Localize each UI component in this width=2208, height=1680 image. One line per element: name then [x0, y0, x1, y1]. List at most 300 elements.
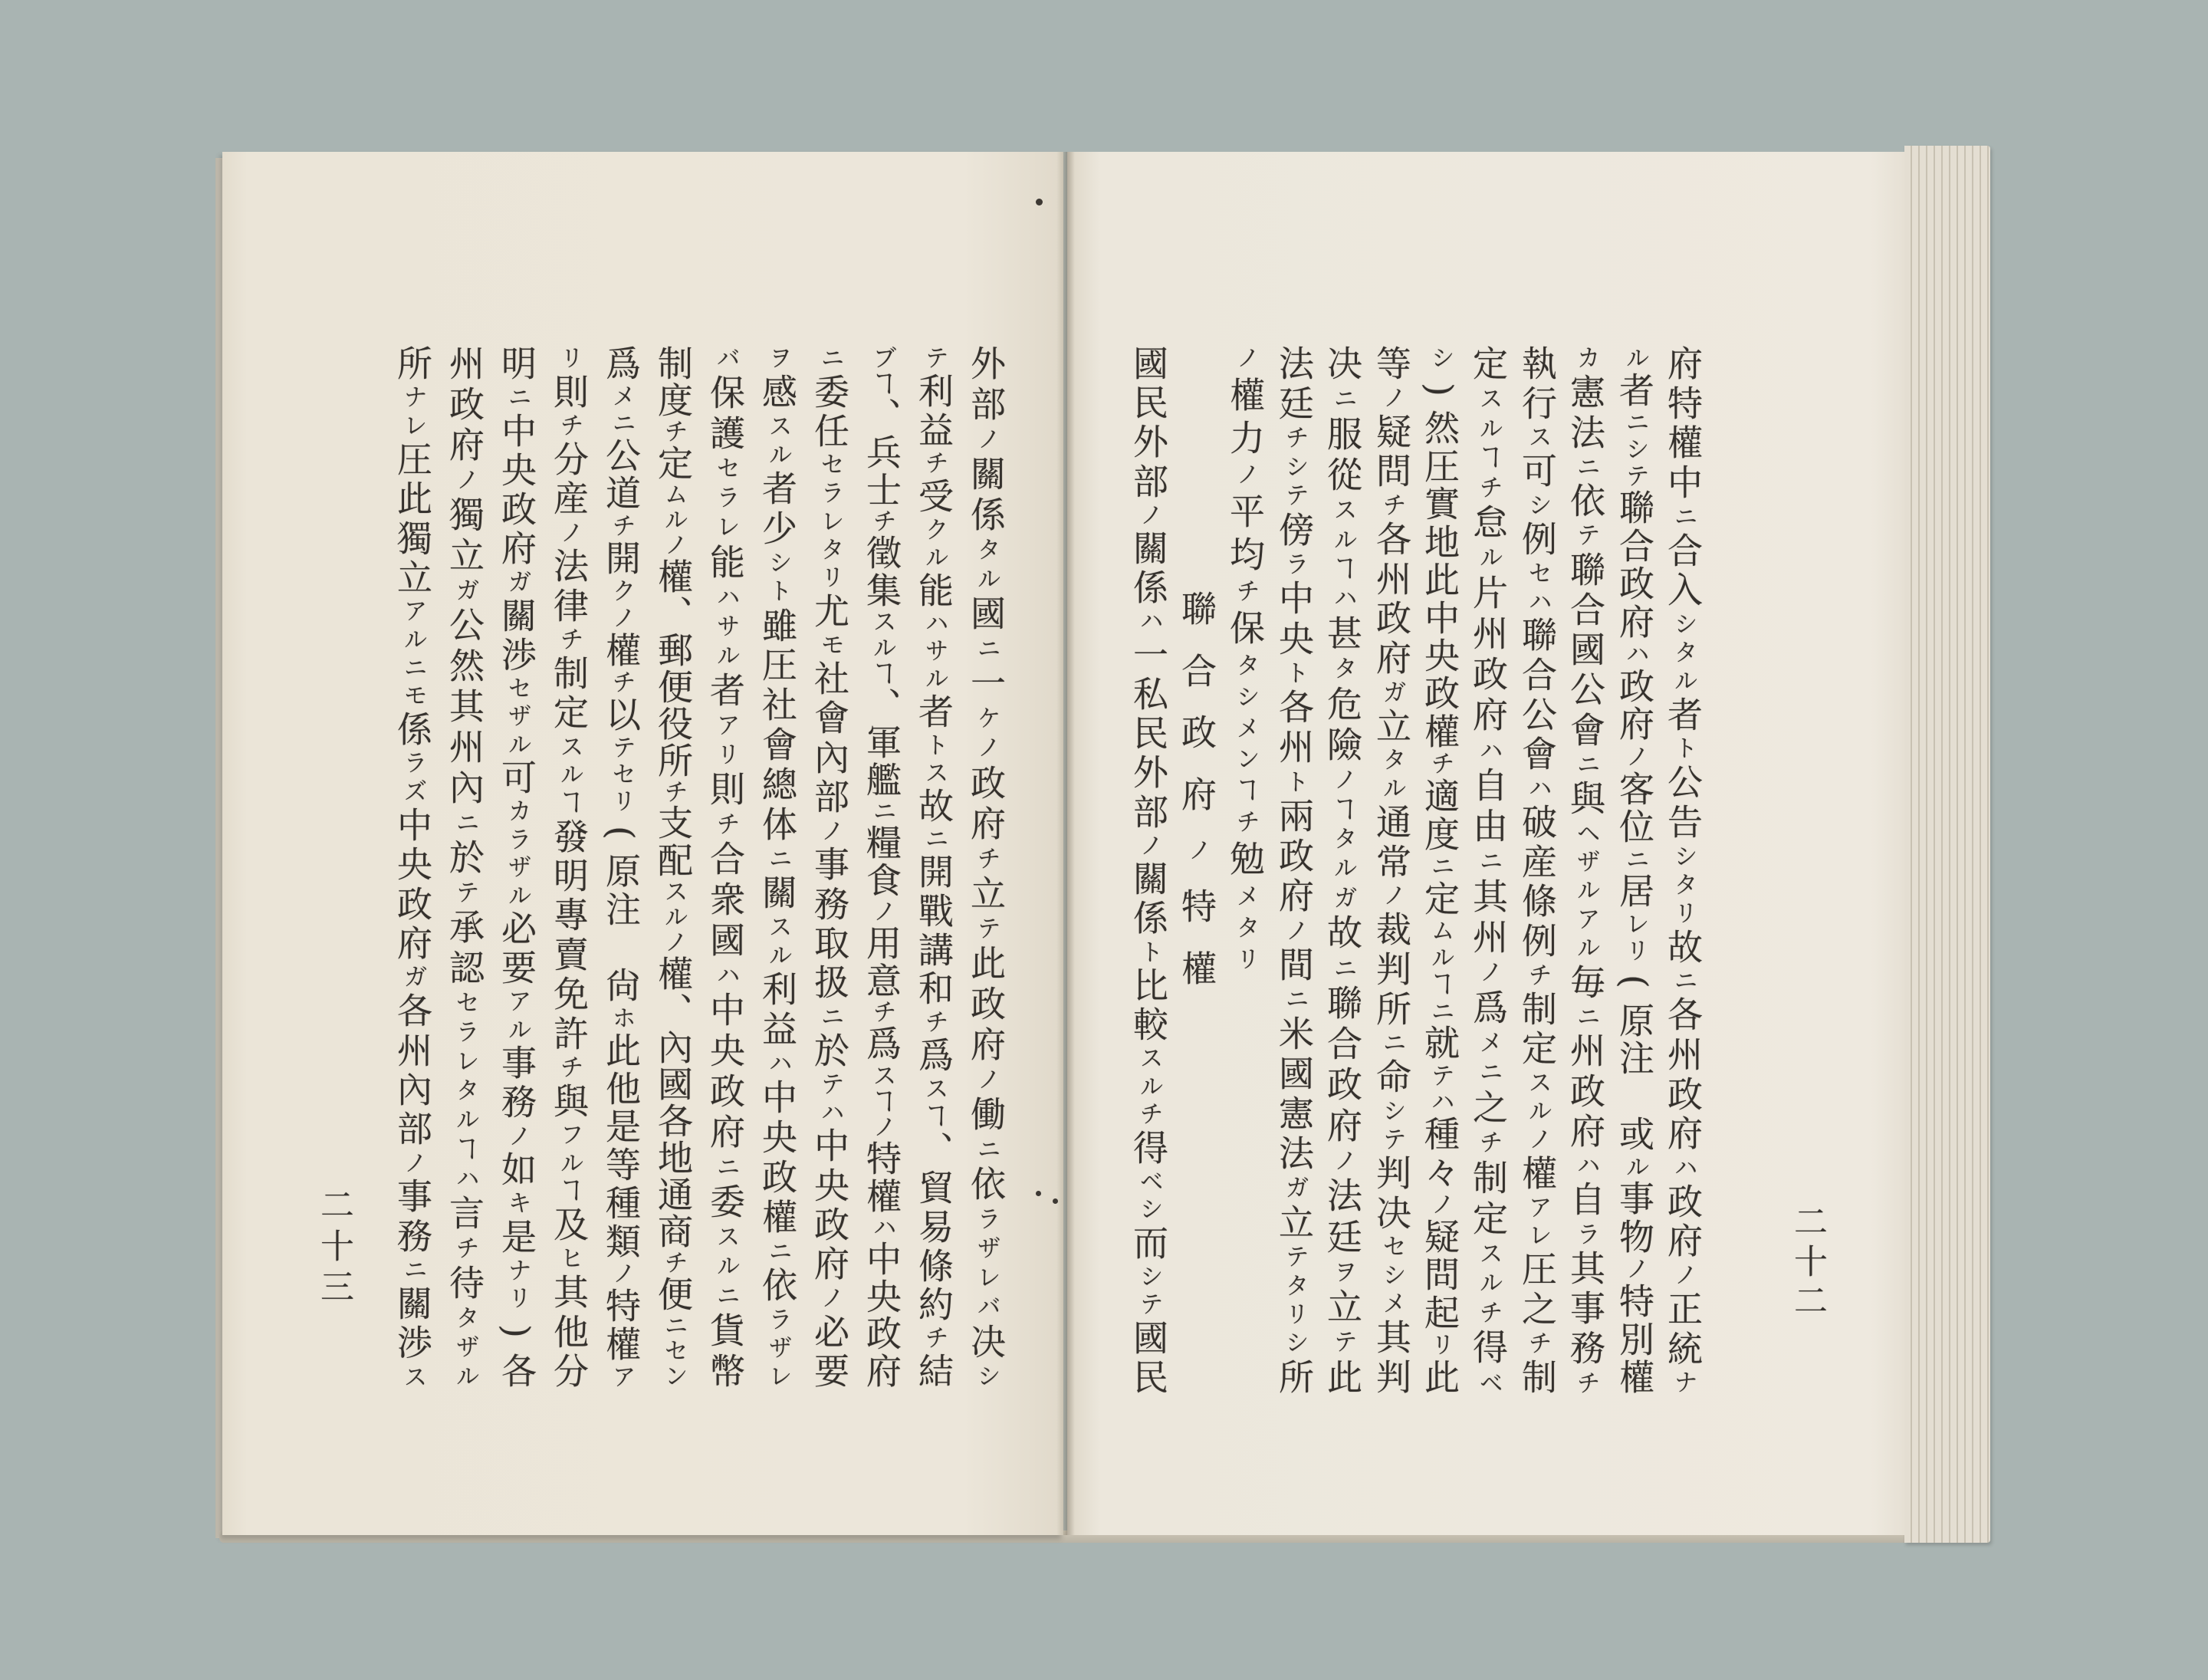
- glyph: [603, 929, 639, 965]
- glyph: 政: [1662, 1075, 1704, 1111]
- glyph: ハ: [1426, 1089, 1454, 1113]
- text-column: [963, 345, 1009, 1388]
- glyph: 法: [1565, 413, 1606, 449]
- glyph: ス: [1523, 1070, 1552, 1094]
- left-page: [222, 152, 1063, 1535]
- glyph: ニ: [1426, 853, 1454, 878]
- glyph: 公: [444, 606, 485, 642]
- glyph: ハ: [711, 584, 740, 608]
- glyph: ノ: [868, 1114, 896, 1139]
- glyph: 國: [965, 595, 1007, 631]
- glyph: モ: [399, 682, 427, 707]
- glyph: 國: [1565, 631, 1606, 667]
- glyph: リ: [711, 741, 740, 766]
- glyph: タ: [1231, 652, 1260, 677]
- glyph: ハ: [1621, 641, 1649, 666]
- glyph: 權: [757, 1198, 798, 1235]
- glyph: 關: [757, 874, 798, 910]
- glyph: 央: [861, 1277, 902, 1313]
- glyph: 可: [496, 759, 537, 795]
- glyph: ル: [1523, 1097, 1552, 1123]
- glyph: 判: [1371, 1358, 1412, 1394]
- glyph: 幣: [705, 1352, 746, 1388]
- glyph: 事: [1565, 1290, 1606, 1326]
- glyph: 講: [913, 931, 955, 967]
- glyph: 立: [1273, 1203, 1315, 1239]
- glyph: ガ: [503, 569, 531, 593]
- glyph: 中: [496, 412, 537, 448]
- glyph: ヿ: [1329, 556, 1357, 580]
- glyph: 地: [1419, 523, 1460, 559]
- glyph: 府: [1565, 1112, 1606, 1148]
- glyph: 均: [1224, 535, 1266, 571]
- binding-hole-mark: [1036, 199, 1043, 205]
- glyph: ニ: [1474, 1059, 1503, 1083]
- glyph: 政: [1322, 1066, 1363, 1102]
- glyph: 産: [548, 480, 590, 516]
- glyph: 々: [1419, 1153, 1460, 1189]
- glyph: セ: [1378, 1234, 1406, 1258]
- glyph: ニ: [711, 1154, 740, 1179]
- glyph: 府: [1176, 775, 1217, 811]
- glyph: 實: [1419, 485, 1460, 521]
- glyph: リ: [1669, 899, 1697, 924]
- glyph: チ: [920, 450, 948, 475]
- glyph: ニ: [1378, 1030, 1406, 1054]
- glyph: 委: [809, 373, 850, 409]
- glyph: テ: [1378, 1126, 1406, 1151]
- glyph: 便: [652, 1275, 694, 1311]
- glyph: 府: [1662, 1222, 1704, 1258]
- glyph: ニ: [1621, 846, 1649, 870]
- glyph: 一: [965, 665, 1007, 701]
- glyph: 央: [496, 451, 537, 487]
- glyph: 可: [1516, 452, 1558, 488]
- glyph: ヿ: [1329, 796, 1357, 820]
- glyph: タ: [1669, 871, 1697, 896]
- glyph: 尙: [600, 967, 642, 1003]
- glyph: 權: [1614, 1358, 1655, 1394]
- glyph: 徵: [861, 534, 902, 570]
- glyph: 係: [1128, 569, 1169, 605]
- text-column: [1368, 345, 1414, 1394]
- glyph: ハ: [920, 610, 948, 635]
- glyph: ル: [659, 903, 688, 929]
- glyph: ニ: [816, 1003, 844, 1028]
- glyph: 會: [809, 699, 850, 735]
- glyph: ガ: [399, 964, 427, 988]
- glyph: 戰: [913, 893, 955, 929]
- glyph: 統: [1662, 1330, 1704, 1366]
- glyph: バ: [711, 345, 740, 370]
- text-column: [1514, 345, 1560, 1394]
- glyph: 、: [652, 594, 694, 630]
- glyph: チ: [555, 413, 583, 437]
- glyph: 他: [600, 1070, 642, 1106]
- glyph: 府: [965, 804, 1007, 840]
- glyph: 內: [809, 738, 850, 774]
- glyph: ノ: [1378, 384, 1406, 409]
- glyph: シ: [764, 550, 792, 574]
- glyph: ル: [503, 882, 531, 906]
- glyph: 任: [809, 413, 850, 449]
- glyph: 判: [1371, 951, 1412, 987]
- glyph: 服: [1322, 415, 1363, 451]
- glyph: 用: [861, 925, 902, 961]
- glyph: ル: [1621, 345, 1649, 370]
- glyph: ハ: [764, 1050, 792, 1075]
- glyph: 商: [652, 1213, 694, 1249]
- glyph: ル: [1474, 544, 1503, 569]
- glyph: ヿ: [868, 1088, 896, 1113]
- glyph: 外: [1128, 423, 1169, 459]
- glyph: 者: [705, 672, 746, 708]
- glyph: 例: [1516, 520, 1558, 556]
- glyph: ヲ: [764, 345, 792, 370]
- glyph: 外: [965, 345, 1007, 380]
- glyph: 承: [444, 908, 485, 944]
- text-column: [702, 345, 748, 1388]
- glyph: 破: [1516, 804, 1558, 840]
- glyph: 自: [1467, 767, 1509, 803]
- glyph: 自: [1565, 1181, 1606, 1217]
- glyph: 爲: [1467, 988, 1509, 1024]
- glyph: テ: [972, 915, 1001, 939]
- glyph: 立: [1371, 707, 1412, 743]
- glyph: 政: [965, 764, 1007, 800]
- glyph: ザ: [1572, 848, 1600, 873]
- glyph: 力: [1224, 419, 1266, 455]
- glyph: ス: [1523, 424, 1552, 449]
- glyph: 國: [1273, 1054, 1315, 1090]
- glyph: 政: [705, 1073, 746, 1109]
- glyph: 所: [1273, 1358, 1315, 1394]
- glyph: ヘ: [1572, 820, 1600, 844]
- glyph: 央: [1419, 637, 1460, 673]
- glyph: チ: [607, 512, 636, 538]
- glyph: 府: [1614, 705, 1655, 741]
- glyph: ニ: [1669, 503, 1697, 528]
- glyph: チ: [1572, 1369, 1600, 1394]
- glyph: 等: [1371, 345, 1412, 380]
- glyph: 權: [652, 955, 694, 991]
- glyph: チ: [1523, 1330, 1552, 1355]
- glyph: 此: [1419, 561, 1460, 597]
- glyph: 軍: [861, 724, 902, 760]
- glyph: ス: [1474, 386, 1503, 410]
- glyph: 係: [1128, 899, 1169, 935]
- glyph: ラ: [1572, 1221, 1600, 1245]
- glyph: 聯: [1516, 616, 1558, 653]
- text-column: [389, 345, 435, 1388]
- glyph: 各: [652, 1102, 694, 1138]
- glyph: 公: [600, 436, 642, 472]
- glyph: 聯: [1322, 985, 1363, 1021]
- glyph: 中: [392, 806, 433, 842]
- glyph: ノ: [972, 1066, 1001, 1090]
- glyph: 要: [809, 1352, 850, 1388]
- glyph: ス: [920, 759, 948, 784]
- glyph: ズ: [399, 778, 427, 803]
- glyph: ノ: [1231, 462, 1260, 486]
- glyph: ニ: [816, 345, 844, 370]
- glyph: ス: [555, 733, 583, 758]
- glyph: チ: [1474, 1299, 1503, 1324]
- glyph: ラ: [451, 1018, 479, 1044]
- glyph: ノ: [1621, 743, 1649, 768]
- glyph: 益: [913, 411, 955, 447]
- glyph: チ: [659, 779, 688, 804]
- glyph: ル: [711, 1253, 740, 1277]
- glyph: テ: [607, 734, 636, 759]
- glyph: 得: [1467, 1329, 1509, 1365]
- glyph: 委: [705, 1183, 746, 1219]
- glyph: フ: [555, 1122, 583, 1146]
- glyph: ヿ: [1426, 971, 1454, 996]
- glyph: 專: [548, 896, 590, 932]
- text-column: [1125, 345, 1171, 1394]
- glyph: チ: [1523, 962, 1552, 987]
- glyph: 例: [1516, 922, 1558, 958]
- glyph: シ: [1426, 345, 1454, 370]
- glyph: ハ: [451, 1165, 479, 1190]
- glyph: 就: [1419, 1024, 1460, 1060]
- glyph: 社: [809, 659, 850, 695]
- glyph: 疑: [1371, 413, 1412, 449]
- glyph: ノ: [503, 1123, 531, 1147]
- glyph: 執: [1516, 345, 1558, 380]
- glyph: 府: [1662, 1115, 1704, 1151]
- glyph: ヿ: [555, 1178, 583, 1202]
- glyph: ア: [1572, 906, 1600, 931]
- text-column: [859, 345, 905, 1388]
- glyph: レ: [764, 1363, 792, 1388]
- glyph: ノ: [1329, 1147, 1357, 1172]
- glyph: 感: [757, 373, 798, 409]
- glyph: テ: [1572, 522, 1600, 547]
- glyph: 合: [705, 840, 746, 876]
- glyph: ノ: [659, 532, 688, 557]
- glyph: リ: [1426, 1332, 1454, 1356]
- glyph: 廷: [1322, 1218, 1363, 1254]
- glyph: ム: [659, 481, 688, 505]
- glyph: ニ: [1426, 998, 1454, 1022]
- glyph: 定: [1419, 879, 1460, 916]
- glyph: チ: [972, 845, 1001, 870]
- glyph: 渉: [496, 636, 537, 672]
- glyph: テ: [1621, 462, 1649, 487]
- glyph: レ: [972, 1264, 1001, 1289]
- glyph: 部: [965, 385, 1007, 421]
- glyph: ニ: [764, 1238, 792, 1263]
- glyph: シ: [1523, 492, 1552, 517]
- glyph: 而: [1128, 1224, 1169, 1260]
- text-column: [494, 345, 540, 1388]
- glyph: ノ: [816, 1284, 844, 1310]
- glyph: 政: [1614, 668, 1655, 704]
- glyph: 中: [861, 1241, 902, 1277]
- glyph: セ: [711, 455, 740, 480]
- glyph: ナ: [399, 384, 427, 409]
- glyph: メ: [607, 383, 636, 407]
- glyph: ト: [1135, 939, 1163, 963]
- glyph: テ: [451, 879, 479, 903]
- glyph: ザ: [503, 703, 531, 728]
- glyph: 雖: [757, 607, 798, 643]
- glyph: セ: [451, 989, 479, 1014]
- glyph: ル: [920, 544, 948, 569]
- glyph: ラ: [816, 480, 844, 505]
- glyph: 定: [1467, 345, 1509, 380]
- glyph: 通: [652, 1176, 694, 1212]
- glyph: 內: [444, 768, 485, 804]
- glyph: 發: [548, 817, 590, 853]
- glyph: ル: [764, 442, 792, 466]
- glyph: 易: [913, 1208, 955, 1244]
- glyph: ニ: [1329, 386, 1357, 410]
- glyph: 米: [1273, 1014, 1315, 1050]
- glyph: ケ: [972, 705, 1001, 730]
- glyph: タ: [451, 1305, 479, 1330]
- glyph: 制: [1516, 990, 1558, 1026]
- glyph: チ: [659, 419, 688, 443]
- glyph: ニ: [764, 846, 792, 870]
- glyph: ノ: [607, 604, 636, 629]
- glyph: ノ: [972, 735, 1001, 759]
- glyph: ラ: [399, 750, 427, 774]
- glyph: 法: [1322, 1177, 1363, 1213]
- glyph: ル: [1474, 415, 1503, 439]
- glyph: 問: [1371, 452, 1412, 488]
- glyph: 然: [1419, 409, 1460, 445]
- glyph: ル: [659, 506, 688, 531]
- glyph: 及: [548, 1206, 590, 1242]
- glyph: 護: [705, 415, 746, 451]
- glyph: 律: [548, 587, 590, 623]
- glyph: 决: [1371, 1194, 1412, 1230]
- glyph: 决: [1322, 345, 1363, 380]
- glyph: 種: [600, 1184, 642, 1220]
- glyph: 能: [705, 543, 746, 579]
- glyph: ザ: [764, 1335, 792, 1359]
- glyph: 州: [1371, 560, 1412, 596]
- glyph: ス: [1135, 1045, 1163, 1070]
- glyph: 府: [444, 426, 485, 462]
- glyph: 府: [1662, 345, 1704, 380]
- glyph: 圧: [757, 646, 798, 682]
- glyph: 權: [600, 631, 642, 667]
- glyph: 從: [1322, 455, 1363, 492]
- glyph: 中: [1273, 580, 1315, 616]
- glyph: 危: [1322, 685, 1363, 721]
- section-heading: [1174, 590, 1220, 985]
- glyph: 特: [1662, 384, 1704, 420]
- glyph: 權: [652, 557, 694, 593]
- glyph: 食: [861, 861, 902, 897]
- glyph: テ: [1329, 1329, 1357, 1353]
- glyph: 明: [496, 345, 537, 380]
- glyph: 關: [1128, 530, 1169, 566]
- glyph: ル: [920, 666, 948, 690]
- glyph: 政: [757, 1159, 798, 1195]
- glyph: 與: [548, 1082, 590, 1118]
- glyph: ハ: [1474, 737, 1503, 761]
- glyph: 者: [757, 470, 798, 506]
- book-gutter: [1056, 152, 1075, 1535]
- glyph: 合: [1322, 1025, 1363, 1061]
- glyph: ニ: [1621, 409, 1649, 434]
- glyph: ル: [503, 731, 531, 756]
- glyph: リ: [1231, 945, 1260, 970]
- glyph: 疑: [1419, 1218, 1460, 1254]
- glyph: ト: [1669, 735, 1697, 760]
- glyph: レ: [711, 514, 740, 538]
- glyph: テ: [816, 1070, 844, 1096]
- glyph: 立: [392, 558, 433, 594]
- glyph: 定: [1467, 1199, 1509, 1235]
- glyph: ヿ: [1474, 445, 1503, 469]
- glyph: 權: [1224, 376, 1266, 412]
- glyph: ル: [503, 1016, 531, 1041]
- glyph: 公: [1565, 671, 1606, 707]
- glyph: 政: [496, 490, 537, 526]
- glyph: ル: [972, 566, 1001, 590]
- text-column: [754, 345, 800, 1388]
- glyph: 通: [1371, 804, 1412, 840]
- glyph: 如: [496, 1150, 537, 1186]
- glyph: メ: [1231, 883, 1260, 908]
- glyph: 爲: [913, 1037, 955, 1073]
- glyph: 正: [1662, 1290, 1704, 1327]
- glyph: 類: [600, 1222, 642, 1258]
- glyph: ニ: [451, 809, 479, 833]
- glyph: チ: [607, 669, 636, 694]
- text-column: [1271, 345, 1317, 1394]
- glyph: 集: [861, 571, 902, 607]
- glyph: 体: [757, 806, 798, 842]
- glyph: ヿ: [555, 789, 583, 814]
- glyph: 所: [392, 345, 433, 380]
- glyph: 會: [757, 726, 798, 762]
- glyph: 能: [913, 571, 955, 607]
- glyph: 配: [652, 841, 694, 877]
- glyph: ラ: [1280, 551, 1309, 576]
- glyph: 政: [444, 385, 485, 421]
- glyph: ル: [1669, 667, 1697, 692]
- page-number: [310, 1187, 356, 1303]
- glyph: 獨: [444, 495, 485, 531]
- glyph: タ: [1280, 1272, 1309, 1297]
- glyph: 原: [600, 853, 642, 889]
- glyph: 傍: [1273, 511, 1315, 547]
- glyph: 制: [1516, 1358, 1558, 1394]
- glyph: ニ: [1572, 1003, 1600, 1028]
- glyph: ハ: [1135, 608, 1163, 633]
- glyph: 務: [496, 1083, 537, 1119]
- glyph: セ: [503, 675, 531, 700]
- glyph: チ: [1474, 474, 1503, 498]
- glyph: 國: [1128, 1319, 1169, 1355]
- glyph: ヿ: [1231, 778, 1260, 802]
- glyph: ノ: [1523, 1126, 1552, 1151]
- text-column: [911, 345, 957, 1388]
- glyph: 國: [1128, 345, 1169, 380]
- glyph: 社: [757, 686, 798, 722]
- glyph: シ: [1669, 610, 1697, 636]
- glyph: 府: [392, 925, 433, 961]
- glyph: 支: [652, 804, 694, 840]
- glyph: 外: [1128, 754, 1169, 790]
